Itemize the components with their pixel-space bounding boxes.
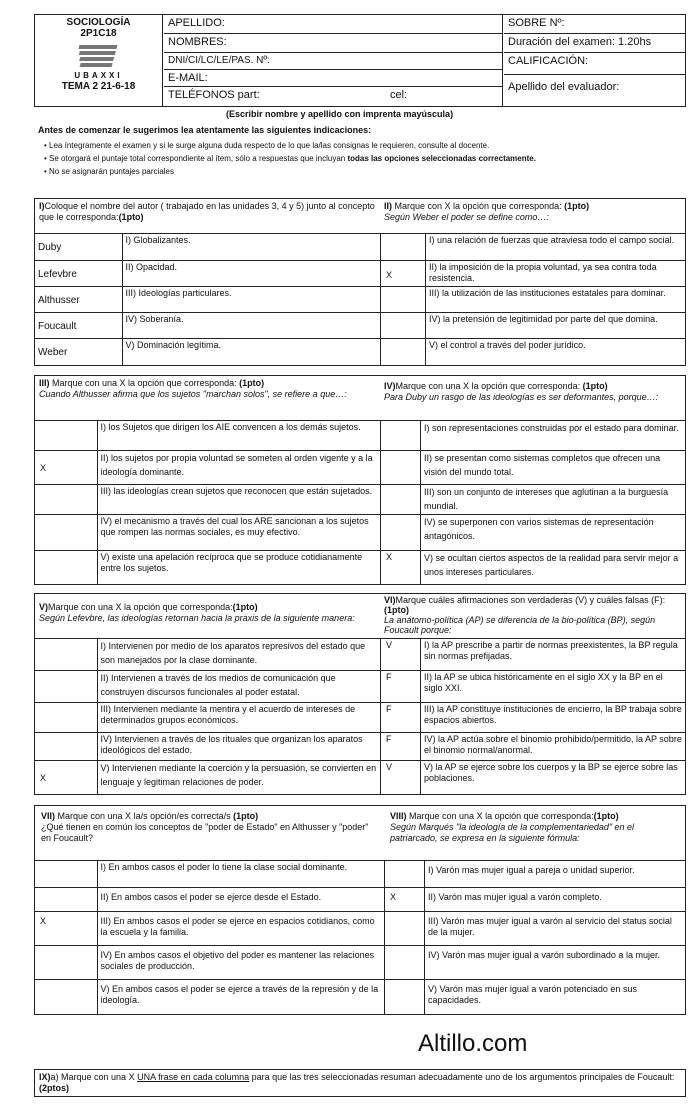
option-text: II) se presentan como sistemas completos que ofrecen una visión del mundo total. [421, 451, 686, 485]
exam-header [34, 14, 686, 107]
option-text: III) las ideologías crean sujetos que reconocen que están sujetados. [97, 485, 380, 515]
answer-mark[interactable] [35, 485, 97, 515]
option-text: III) Intervienen mediante la mentira y el acuerdo de intereses de determinados grupos económicos. [97, 703, 380, 733]
option-text: III) la utilización de las instituciones estatales para dominar. [426, 287, 686, 313]
q6-num: VI) [384, 595, 396, 605]
author-cell[interactable]: Foucault [35, 313, 122, 339]
logo-text: UBAXXI [74, 71, 123, 80]
q4-title-text: Marque con una X la opción que corresponda: [395, 381, 583, 391]
option-text: I) los Sujetos que dirigen los AIE convencen a los demás sujetos. [97, 421, 380, 451]
answer-mark[interactable]: V [381, 761, 421, 795]
option-text: III) son un conjunto de intereses que aglutinan a la burguesía mundial. [421, 485, 686, 515]
q8 [384, 806, 685, 1014]
option-text: I) Varón mas mujer igual a pareja o unidad superior. [425, 861, 686, 888]
option-text: III) la AP constituye instituciones de encierro, la BP trabaja sobre espacios abiertos. [421, 703, 686, 733]
answer-mark[interactable]: X [35, 912, 97, 946]
q3-subtitle: Cuando Althusser afirma que los sujetos "marchan solos", se refiere a que…: [39, 388, 347, 399]
q3 [35, 376, 380, 584]
q5-points: (1pto) [232, 602, 258, 612]
concept-cell: I) Globalizantes. [122, 234, 380, 261]
q8-title [384, 806, 685, 860]
option-text: I) Intervienen por medio de los aparatos represivos del estado que son manejados por la clase dominante. [97, 639, 380, 671]
answer-mark[interactable] [35, 980, 97, 1015]
q4 [380, 376, 685, 584]
answer-mark[interactable] [35, 888, 97, 912]
concept-cell: V) Dominación legítima. [122, 339, 380, 366]
intro-bullet-3-text: No se asignarán puntajes parciales [49, 167, 174, 176]
option-text: III) Varón mas mujer igual a varón al servicio del status social de la mujer. [425, 912, 686, 946]
field-nombres[interactable]: NOMBRES: [164, 34, 502, 53]
option-text: V) se ocultan ciertos aspectos de la realidad para servir mejor a unos intereses particulares. [421, 551, 686, 585]
answer-mark[interactable] [385, 946, 425, 980]
q5-subtitle: Según Lefevbre, las ideologías retornan hacia la praxis de la siguiente manera: [39, 612, 355, 623]
course-name: SOCIOLOGÍA [66, 17, 131, 28]
watermark: Altillo.com [418, 1030, 528, 1057]
answer-mark[interactable] [35, 639, 97, 671]
option-text: I) En ambos casos el poder lo tiene la clase social dominante. [97, 861, 384, 888]
author-cell[interactable]: Lefevbre [35, 261, 122, 287]
q7-title-text: Marque con una X la/s opción/es correcta/s [55, 811, 234, 821]
answer-mark[interactable]: V [381, 639, 421, 671]
answer-mark[interactable]: X [381, 551, 421, 585]
concept-cell: III) Ideologías particulares. [122, 287, 380, 313]
q3-points: (1pto) [239, 378, 265, 388]
block-q3-q4 [34, 375, 686, 585]
option-text: II) la AP se ubica históricamente en el siglo XX y la BP en el siglo XXI. [421, 671, 686, 703]
intro-list [44, 139, 684, 178]
q6-table [380, 638, 685, 795]
intro-bullet-1-text: Lea íntegramente el examen y si le surge alguna duda respecto de lo que la/las consignas le requieren, consulte al docente. [49, 141, 490, 150]
intro-bullet-2-text: Se otorgará el puntaje total correspondiente al ítem, sólo a respuestas que incluyan [49, 154, 348, 163]
option-text: IV) se superponen con varios sistemas de representación antagónicos. [421, 515, 686, 551]
course-code: 2P1C18 [80, 28, 117, 39]
q1-points: (1pto) [118, 211, 144, 222]
option-text: II) Varón mas mujer igual a varón completo. [425, 888, 686, 912]
answer-mark[interactable]: X [35, 451, 97, 485]
block-q7-q8 [34, 805, 686, 1015]
q8-points: (1pto) [593, 811, 619, 821]
option-text: I) la AP prescribe a partir de normas preexistentes, la BP regula sin normas prefijadas. [421, 639, 686, 671]
q6-title [380, 594, 685, 638]
field-dni[interactable]: DNI/CI/LC/LE/PAS. Nº: [164, 53, 502, 70]
block-q1-q2 [34, 198, 686, 366]
option-text: II) En ambos casos el poder se ejerce desde el Estado. [97, 888, 384, 912]
tema-label: TEMA 2 21-6-18 [61, 81, 136, 92]
telefonos-label: TELÉFONOS part: [168, 89, 260, 101]
answer-mark[interactable] [381, 451, 421, 485]
q8-title-text: Marque con una X la opción que corresponda: [406, 811, 594, 821]
answer-mark[interactable] [35, 703, 97, 733]
q8-subtitle: Según Marqués "la ideología de la complementariedad" en el patriarcado, se expresa en la siguiente fórmula: [390, 821, 635, 843]
header-note: (Escribir nombre y apellido con imprenta mayúscula) [226, 109, 454, 119]
option-text: IV) la AP actúa sobre el binomio prohibido/permitido, la AP sobre el binomio normal/anormal. [421, 733, 686, 761]
option-text: V) existe una apelación recíproca que se produce cotidianamente entre los sujetos. [97, 551, 380, 585]
option-text: V) la AP se ejerce sobre los cuerpos y la BP se ejerce sobre las poblaciones. [421, 761, 686, 795]
answer-mark[interactable] [385, 912, 425, 946]
answer-mark[interactable] [385, 861, 425, 888]
answer-mark[interactable] [35, 515, 97, 551]
answer-mark[interactable] [381, 421, 421, 451]
q1 [35, 199, 380, 365]
concept-cell: IV) Soberanía. [122, 313, 380, 339]
q2-table [380, 233, 685, 366]
admin-fields [504, 15, 685, 106]
q7-table [35, 860, 384, 1015]
answer-mark[interactable] [35, 421, 97, 451]
answer-mark[interactable] [381, 515, 421, 551]
student-fields [164, 15, 503, 106]
q5-table [35, 638, 380, 795]
answer-mark[interactable] [35, 861, 97, 888]
answer-mark[interactable] [381, 313, 426, 339]
answer-mark[interactable] [381, 485, 421, 515]
option-text: IV) la pretensión de legitimidad por parte del que domina. [426, 313, 686, 339]
option-text: II) Intervienen a través de los medios de comunicación que construyen discursos funcionales al poder estatal. [97, 671, 380, 703]
q5 [35, 594, 380, 794]
block-q5-q6 [34, 593, 686, 795]
q1-table [35, 233, 380, 366]
q2-title [380, 199, 685, 233]
q3-table [35, 420, 380, 585]
answer-mark[interactable]: X [381, 261, 426, 287]
q8-table [384, 860, 685, 1015]
q6-subtitle: La anátomo-política (AP) se diferencia de la bio-política (BP), según Foucault porque: [384, 615, 656, 636]
q3-title-text: Marque con una X la opción que corresponda: [49, 378, 240, 388]
field-email[interactable]: E-MAIL: [164, 70, 502, 87]
option-text: I) una relación de fuerzas que atraviesa todo el campo social. [426, 234, 686, 261]
q9 [34, 1069, 686, 1097]
q6 [380, 594, 685, 794]
q7 [35, 806, 384, 1014]
q4-points: (1pto) [582, 381, 608, 391]
intro-bullet-1: • Lea íntegramente el examen y si le surge alguna duda respecto de lo que la/las consignas le requieren, consulte al docente. [44, 141, 490, 150]
q9-underlined: UNA frase en cada columna [137, 1072, 250, 1082]
q5-title [35, 594, 380, 638]
answer-mark[interactable]: X [385, 888, 425, 912]
option-text: V) Varón mas mujer igual a varón potenciado en sus capacidades. [425, 980, 686, 1015]
answer-mark[interactable] [385, 980, 425, 1015]
answer-mark[interactable]: X [35, 761, 97, 795]
intro-heading: Antes de comenzar le sugerimos lea atentamente las siguientes indicaciones: [38, 125, 372, 135]
author-cell[interactable]: Althusser [35, 287, 122, 313]
q9-text-a: a) Marque con una X [50, 1072, 138, 1082]
q1-title [35, 199, 380, 233]
author-cell[interactable]: Weber [35, 339, 122, 366]
q2-points: (1pto) [564, 201, 590, 211]
answer-mark[interactable] [35, 551, 97, 585]
option-text: IV) el mecanismo a través del cual los ARE sancionan a los sujetos que rompen las normas sociales, es muy efectivo. [97, 515, 380, 551]
answer-mark[interactable] [381, 287, 426, 313]
sobre-field: SOBRE Nº: [504, 15, 685, 34]
author-cell[interactable]: Duby [35, 234, 122, 261]
q3-num: III) [39, 378, 50, 388]
option-text: II) los sujetos por propia voluntad se someten al orden vigente y a la ideología dominante. [97, 451, 380, 485]
q2 [380, 199, 685, 365]
q5-num: V) [39, 602, 48, 612]
answer-mark[interactable]: F [381, 671, 421, 703]
cel-label: cel: [390, 89, 408, 101]
q8-num: VIII) [390, 811, 407, 821]
calificacion-field: CALIFICACIÓN: [504, 53, 685, 75]
intro-bullet-2: • Se otorgará el puntaje total correspondiente al ítem, sólo a respuestas que incluyan todas las opciones seleccionadas correctamente. [44, 154, 536, 163]
q6-title-text: Marque cuáles afirmaciones son verdaderas (V) y cuáles falsas (F): [395, 595, 666, 605]
q3-title [35, 376, 380, 420]
option-text: V) Intervienen mediante la coerción y la persuasión, se convierten en lenguaje y legitiman relaciones de poder. [97, 761, 380, 795]
duracion-field: Duración del examen: 1.20hs [504, 34, 685, 53]
option-text: V) el control a través del poder jurídico. [426, 339, 686, 366]
q7-title [35, 806, 384, 860]
q1-title-text: Coloque el nombre del autor ( trabajado en las unidades 3, 4 y 5) junto al concepto que le corresponda: [39, 201, 375, 222]
q7-points: (1pto) [233, 811, 259, 821]
intro-bullet-3: • No se asignarán puntajes parciales [44, 167, 174, 176]
answer-mark[interactable] [35, 946, 97, 980]
q9-points: (2ptos) [39, 1082, 69, 1093]
q4-table [380, 420, 685, 585]
q2-subtitle: Según Weber el poder se define como…: [384, 211, 549, 222]
ubaxxi-logo [74, 43, 124, 69]
answer-mark[interactable] [381, 339, 426, 366]
q4-title [380, 376, 685, 420]
answer-mark[interactable]: F [381, 733, 421, 761]
option-text: IV) Intervienen a través de los rituales que organizan los aparatos ideológicos del estado. [97, 733, 380, 761]
evaluador-field: Apellido del evaluador: [508, 81, 620, 93]
q2-title-text: Marque con X la opción que corresponda: [392, 201, 565, 211]
q2-num: II) [384, 201, 392, 211]
course-block [35, 15, 163, 106]
q4-subtitle: Para Duby un rasgo de las ideologías es ser deformantes, porque…: [384, 391, 659, 402]
q9-text-rest: para que las tres seleccionadas resuman adecuadamente uno de los argumentos principales de Foucault: [249, 1072, 675, 1082]
option-text: III) En ambos casos el poder se ejerce en espacios cotidianos, como la escuela y la familia. [97, 912, 384, 946]
q6-points: (1pto) [384, 605, 409, 616]
field-telefonos[interactable] [164, 87, 502, 104]
concept-cell: II) Opacidad. [122, 261, 380, 287]
q9-num: IX) [39, 1072, 51, 1082]
option-text: I) son representaciones construidas por el estado para dominar. [421, 421, 686, 451]
intro-bullet-2-bold: todas las opciones seleccionadas correctamente. [347, 154, 536, 163]
answer-mark[interactable]: F [381, 703, 421, 733]
q7-num: VII) [41, 811, 56, 821]
answer-mark[interactable] [35, 733, 97, 761]
q4-num: IV) [384, 381, 396, 391]
field-apellido[interactable]: APELLIDO: [164, 15, 502, 34]
option-text: IV) En ambos casos el objetivo del poder es mantener las relaciones sociales de producción. [97, 946, 384, 980]
answer-mark[interactable] [381, 234, 426, 261]
option-text: IV) Varón mas mujer igual a varón subordinado a la mujer. [425, 946, 686, 980]
q1-num: I) [39, 201, 45, 211]
answer-mark[interactable] [35, 671, 97, 703]
q5-title-text: Marque con una X la opción que corresponda: [48, 602, 233, 612]
option-text: II) la imposición de la propia voluntad, ya sea contra toda resistencia. [426, 261, 686, 287]
option-text: V) En ambos casos el poder se ejerce a través de la represión y de la ideología. [97, 980, 384, 1015]
q7-subtitle: ¿Qué tienen en común los conceptos de "poder de Estado" en Althusser y "poder" en Foucault? [41, 821, 369, 843]
